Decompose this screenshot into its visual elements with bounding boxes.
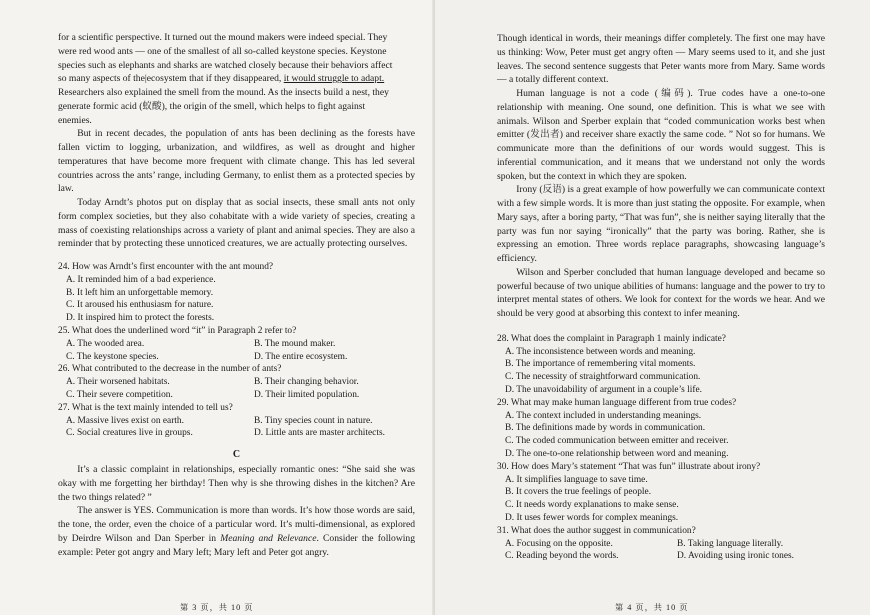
passage-b-paragraph-1 bbox=[58, 31, 415, 127]
passage-c-paragraph-6: Wilson and Sperber concluded that human language developed and became so powerful because of two unique abilities of humans: language and the power to try to interpret mental states of others. We look for context for the words we hear. And we should be very good at absorbing this context to infer meaning. bbox=[497, 266, 825, 319]
question-30-option-c: C. It needs wordy explanations to make sense. bbox=[505, 500, 679, 511]
question-26-option-b: B. Their changing behavior. bbox=[254, 377, 359, 388]
question-28-option-d: D. The unavoidability of argument in a couple’s life. bbox=[505, 384, 703, 395]
question-30-option-a: A. It simplifies language to save time. bbox=[505, 474, 648, 485]
line: species such as elephants and sharks are watched closely because their behaviors affect bbox=[58, 59, 393, 71]
question-26: 26. What contributed to the decrease in the number of ants? bbox=[58, 364, 282, 375]
question-25-options bbox=[66, 338, 415, 364]
question-24-option-b: B. It left him an unforgettable memory. bbox=[66, 287, 214, 298]
question-24-option-a: A. It reminded him of a bad experience. bbox=[66, 274, 216, 285]
question-27-option-a: A. Massive lives exist on earth. bbox=[66, 415, 184, 426]
question-26-options bbox=[66, 376, 415, 402]
question-25-option-a: A. The wooded area. bbox=[66, 338, 145, 349]
question-31-option-c: C. Reading beyond the words. bbox=[505, 551, 619, 562]
question-27-option-b: B. Tiny species count in nature. bbox=[254, 415, 373, 426]
book-title: Meaning and Relevance bbox=[220, 532, 317, 544]
passage-b-paragraph-3: Today Arndt’s photos put on display that as social insects, these small ants not only form complex societies, but they also cohabitate with a wide variety of species, creating a mass of coexisting relationships across a variety of plant and animal species. They are also a reminder that by protecting these unnoticed creatures, we are actually protecting ourselves. bbox=[58, 197, 415, 250]
line: generate formic acid (蚁酸), the origin of the smell, which helps to fight against bbox=[58, 100, 366, 112]
line: were red wood ants — one of the smallest of all so-called keystone species. Keystone bbox=[58, 45, 387, 57]
question-31-option-a: A. Focusing on the opposite. bbox=[505, 538, 613, 549]
page-number: 第 4 页，共 10 页 bbox=[615, 603, 689, 612]
question-26-option-d: D. Their limited population. bbox=[254, 389, 360, 400]
question-26-option-a: A. Their worsened habitats. bbox=[66, 377, 170, 388]
line: Researchers also explained the smell from the mound. As the insects build a nest, they bbox=[58, 87, 389, 98]
line: enemies. bbox=[58, 114, 92, 126]
passage-b-paragraph-2: But in recent decades, the population of ants has been declining as the forests have fallen victim to logging, urbanization, and wildfires, as well as drought and higher temperatures that have become more frequent with climate change. This has led several countries across the ants’ range, including Germany, to enlist them as a protected species by law. bbox=[58, 128, 415, 195]
question-31-option-d: D. Avoiding using ironic tones. bbox=[677, 551, 795, 562]
question-27-option-c: C. Social creatures live in groups. bbox=[66, 428, 193, 439]
question-27-options bbox=[66, 415, 415, 441]
question-29: 29. What may make human language different from true codes? bbox=[497, 397, 737, 408]
question-26-option-c: C. Their severe competition. bbox=[66, 389, 173, 400]
question-24-option-c: C. It aroused his enthusiasm for nature. bbox=[66, 300, 214, 311]
question-29-option-c: C. The coded communication between emitter and receiver. bbox=[505, 436, 729, 447]
line: so many aspects of the|ecosystem that if they disappeared, bbox=[58, 73, 284, 85]
passage-c-paragraph-2-text: The answer is YES. Communication is more than words. It’s how those words are said, the tone, the order, even the choice of a particular word. It’s multi-dimensional, as explored by Deirdre Wilson and Dan Sperber in bbox=[58, 505, 415, 544]
question-29-option-d: D. The one-to-one relationship between word and meaning. bbox=[505, 448, 729, 459]
passage-c-paragraph-2 bbox=[58, 504, 415, 559]
question-28-option-c: C. The necessity of straightforward communication. bbox=[505, 372, 701, 383]
question-28-option-a: A. The inconsistence between words and meaning. bbox=[505, 346, 696, 357]
question-27-option-d: D. Little ants are master architects. bbox=[254, 428, 385, 439]
question-25-option-d: D. The entire ecosystem. bbox=[254, 351, 348, 362]
passage-c-paragraph-4: Human language is not a code (编码). True codes have a one-to-one relationship with meaning. One sound, one definition. This is what we see with animals. Wilson and Sperber explain that “coded communication works best when emitter (发出者) and receiver share exactly the same code. ” Not so for humans. We communicate more than the definitions of our words would suggest. This is inferential communication, and it means that we understand not only the words spoken, but the context in which they are spoken. bbox=[497, 88, 825, 182]
right-page bbox=[435, 0, 870, 615]
question-24-option-d: D. It inspired him to protect the forests. bbox=[66, 313, 215, 324]
question-27: 27. What is the text mainly intended to tell us? bbox=[58, 402, 233, 413]
question-31: 31. What does the author suggest in communication? bbox=[497, 525, 696, 536]
question-31-options bbox=[505, 538, 825, 564]
underlined-it: it would struggle to adapt. bbox=[283, 73, 385, 85]
question-25-option-c: C. The keystone species. bbox=[66, 351, 159, 362]
line: for a scientific perspective. It turned out the mound makers were indeed special. They bbox=[58, 32, 388, 43]
question-30: 30. How does Mary’s statement “That was fun” illustrate about irony? bbox=[497, 461, 761, 472]
passage-c-paragraph-5: Irony (反语) is a great example of how powerfully we can communicate context with a few simple words. It is more than just stating the opposite. For example, when Mary says, after a boring party, “That was fun”, she is neither saying literally that the party was fun nor saying “ironically” that the party was boring. Rather, she is expressing an emotion. Three words replace paragraphs, showcasing language’s efficiency. bbox=[497, 184, 825, 264]
question-29-option-b: B. The definitions made by words in communication. bbox=[505, 423, 706, 434]
question-28: 28. What does the complaint in Paragraph 1 mainly indicate? bbox=[497, 333, 726, 344]
question-30-option-d: D. It uses fewer words for complex meanings. bbox=[505, 512, 679, 523]
question-29-option-a: A. The context included in understanding meanings. bbox=[505, 410, 702, 421]
question-28-option-b: B. The importance of remembering vital moments. bbox=[505, 359, 696, 370]
question-25: 25. What does the underlined word “it” in Paragraph 2 refer to? bbox=[58, 325, 297, 336]
passage-c-paragraph-3: Though identical in words, their meanings differ completely. The first one may have us thinking: Wow, Peter must get angry often — Mary seems used to it, and she just leaves. The second sentence suggests that Peter wants more from Mary. Same words — a totally different context. bbox=[497, 33, 825, 86]
question-30-option-b: B. It covers the true feelings of people. bbox=[505, 487, 652, 498]
question-25-option-b: B. The mound maker. bbox=[254, 338, 336, 349]
question-24: 24. How was Arndt’s first encounter with the ant mound? bbox=[58, 262, 274, 272]
passage-c-paragraph-1: It’s a classic complaint in relationships, especially romantic ones: “She said she was okay with me forgetting her birthday! Then why is she throwing dishes in the kitchen? Are the two things related? ” bbox=[58, 464, 415, 503]
passage-c-paragraph-2-text-end: . Consider the following example: Peter got angry and Mary left; Mary left and Peter got angry. bbox=[58, 532, 416, 558]
section-heading: C bbox=[232, 449, 241, 461]
page-number: 第 3 页，共 10 页 bbox=[180, 603, 254, 612]
question-31-option-b: B. Taking language literally. bbox=[677, 538, 784, 549]
